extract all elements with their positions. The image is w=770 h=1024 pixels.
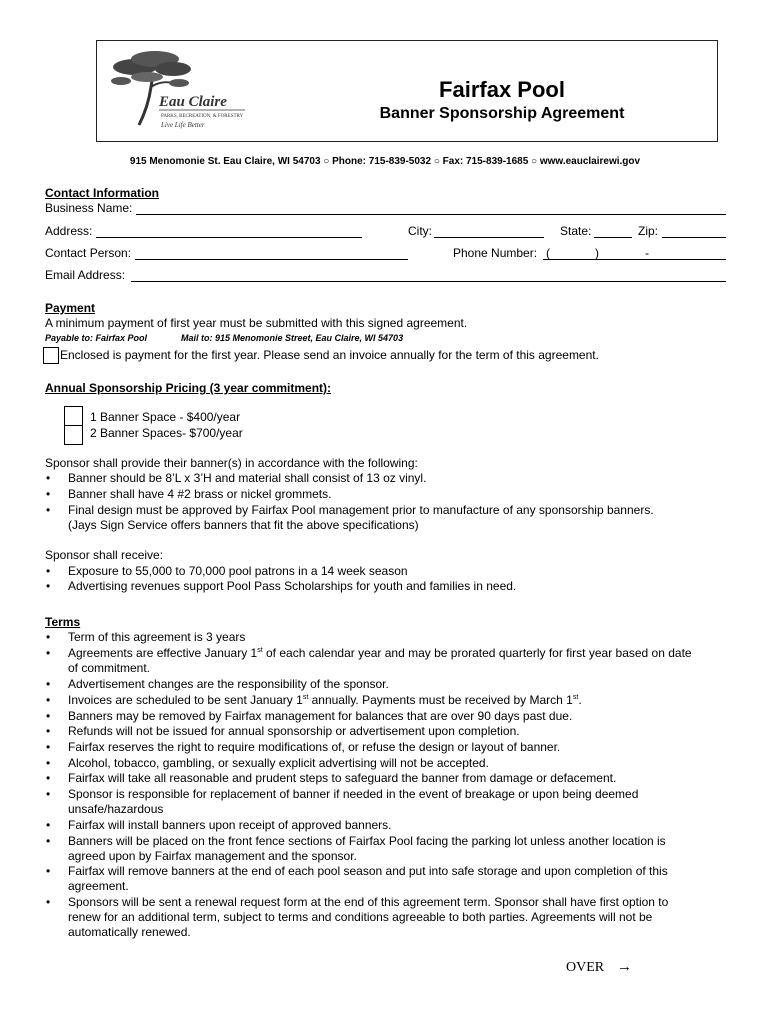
state-field[interactable] xyxy=(594,237,632,238)
address-line: 915 Menomonie St. Eau Claire, WI 54703 ○ Phone: 715-839-5032 ○ Fax: 715-839-1685 ○ www.eauclairewi.gov xyxy=(129,156,641,167)
option1-checkbox[interactable] xyxy=(64,406,83,426)
phone-paren-close: ) xyxy=(595,246,599,260)
list-item: • Alcohol, tobacco, gambling, or sexually explicit advertising will not be accepted. xyxy=(46,756,718,770)
list-item: • Fairfax will remove banners at the end of each pool season and put into safe storage and upon completion of this agreement. xyxy=(46,864,718,893)
payment-heading: Payment xyxy=(45,301,96,315)
header-box xyxy=(96,40,718,142)
email-label: Email Address: xyxy=(45,268,126,282)
list-item: • Advertising revenues support Pool Pass Scholarships for youth and families in need. xyxy=(46,579,718,593)
list-item: • Fairfax will take all reasonable and prudent steps to safeguard the banner from damage or defacement. xyxy=(46,771,718,785)
list-item: • Banners may be removed by Fairfax management for balances that are over 90 days past due. xyxy=(46,709,718,723)
logo-sub: PARKS, RECREATION, & FORESTRY xyxy=(161,114,244,119)
payable-to: Payable to: Fairfax Pool xyxy=(45,333,148,343)
page-title: Fairfax Pool xyxy=(439,77,565,102)
terms-heading: Terms xyxy=(45,615,81,629)
option2-checkbox[interactable] xyxy=(64,425,83,445)
provide-intro: Sponsor shall provide their banner(s) in accordance with the following: xyxy=(45,456,418,470)
list-item: • Agreements are effective January 1st of each calendar year and may be prorated quarterly for first year based on date of commitment. xyxy=(46,646,718,675)
state-label: State: xyxy=(560,224,592,238)
list-item: • Banners will be placed on the front fence sections of Fairfax Pool facing the parking lot unless another location is agreed upon by Fairfax management and the sponsor. xyxy=(46,834,718,863)
contact-person-label: Contact Person: xyxy=(45,246,132,260)
payment-min-text: A minimum payment of first year must be submitted with this signed agreement. xyxy=(45,316,468,330)
arrow-right-icon: → xyxy=(617,958,632,975)
business-name-field[interactable] xyxy=(136,214,726,215)
page-subtitle: Banner Sponsorship Agreement xyxy=(379,105,625,122)
phone-number-field[interactable] xyxy=(543,259,726,260)
phone-paren-open: ( xyxy=(546,246,550,260)
enclosed-payment-checkbox[interactable] xyxy=(43,347,59,364)
option2-label: 2 Banner Spaces- $700/year xyxy=(90,426,243,440)
phone-number-label: Phone Number: xyxy=(453,246,538,260)
contact-heading: Contact Information xyxy=(45,186,159,200)
zip-label: Zip: xyxy=(638,224,659,238)
list-item: • Advertisement changes are the responsibility of the sponsor. xyxy=(46,677,718,691)
list-item: • Refunds will not be issued for annual sponsorship or advertisement upon completion. xyxy=(46,724,718,738)
enclosed-payment-label: Enclosed is payment for the first year. Please send an invoice annually for the term of this agreement. xyxy=(60,348,599,362)
list-item: • Term of this agreement is 3 years xyxy=(46,630,718,644)
option1-label: 1 Banner Space - $400/year xyxy=(90,410,241,424)
address-field[interactable] xyxy=(96,237,362,238)
list-item: • Fairfax will install banners upon receipt of approved banners. xyxy=(46,818,718,832)
receive-intro: Sponsor shall receive: xyxy=(45,548,164,562)
list-item: • Fairfax reserves the right to require modifications of, or refuse the design or layout of banner. xyxy=(46,740,718,754)
list-item: • Banner should be 8’L x 3’H and material shall consist of 13 oz vinyl. xyxy=(46,471,718,485)
business-name-label: Business Name: xyxy=(45,201,133,215)
zip-field[interactable] xyxy=(662,237,726,238)
list-item: • Sponsors will be sent a renewal request form at the end of this agreement term. Sponsor shall have first option to renew for an additional term, subject to terms and conditions agreeable to both parties. Agreements will not be automatically renewed. xyxy=(46,895,718,939)
city-field[interactable] xyxy=(434,237,544,238)
list-item: • Exposure to 55,000 to 70,000 pool patrons in a 14 week season xyxy=(46,564,718,578)
eau-claire-logo xyxy=(99,43,245,135)
email-field[interactable] xyxy=(131,281,726,282)
mail-to: Mail to: 915 Menomonie Street, Eau Claire, WI 54703 xyxy=(181,333,404,343)
list-item: • Invoices are scheduled to be sent January 1st annually. Payments must be received by March 1st. xyxy=(46,693,718,707)
contact-person-field[interactable] xyxy=(135,259,408,260)
logo-tagline: Live Life Better xyxy=(161,121,205,129)
phone-dash: - xyxy=(645,246,649,260)
list-item: • Banner shall have 4 #2 brass or nickel grommets. xyxy=(46,487,718,501)
address-label: Address: xyxy=(45,224,93,238)
over-label: OVER xyxy=(566,960,605,975)
pricing-heading: Annual Sponsorship Pricing (3 year commitment): xyxy=(45,381,332,395)
list-item: • Final design must be approved by Fairfax Pool management prior to manufacture of any sponsorship banners. (Jays Sign Service offers banners that fit the above specifications) xyxy=(46,503,718,532)
city-label: City: xyxy=(408,224,432,238)
logo-name: Eau Claire xyxy=(159,94,227,110)
list-item: • Sponsor is responsible for replacement of banner if needed in the event of breakage or upon being deemed unsafe/hazardous xyxy=(46,787,718,816)
